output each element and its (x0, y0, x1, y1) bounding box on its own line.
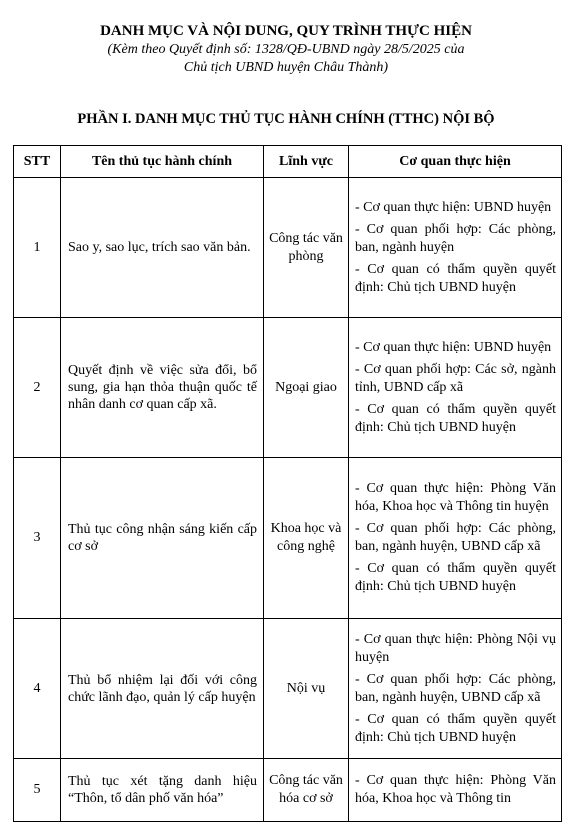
table-row (14, 619, 562, 759)
agency-line: - Cơ quan có thẩm quyền quyết định: Chủ tịch UBND huyện (355, 561, 556, 594)
cell-agencies (349, 458, 562, 619)
part-heading: PHẦN I. DANH MỤC THỦ TỤC HÀNH CHÍNH (TTHC) NỘI BỘ (77, 111, 495, 127)
cell-stt: 4 (14, 619, 61, 759)
agency-line: - Cơ quan phối hợp: Các sở, ngành tỉnh, UBND cấp xã (355, 361, 556, 395)
agency-line: - Cơ quan thực hiện: Phòng Nội vụ huyện (355, 631, 556, 665)
document-header (0, 22, 572, 77)
cell-agencies (349, 619, 562, 759)
document-subtitle-line1: (Kèm theo Quyết định số: 1328/QĐ-UBND ngày 28/5/2025 của (107, 42, 465, 57)
cell-agencies (349, 759, 562, 822)
cell-field: Công tác văn hóa cơ sở (264, 759, 349, 822)
column-header-stt: STT (14, 146, 61, 178)
agency-line: - Cơ quan có thẩm quyền quyết định: Chủ tịch UBND huyện (355, 711, 556, 745)
cell-procedure-name: Quyết định về việc sửa đổi, bổ sung, gia hạn thỏa thuận quốc tế nhân danh cơ quan cấp xã. (61, 318, 264, 458)
cell-procedure-name: Thủ tục công nhận sáng kiến cấp cơ sở (61, 458, 264, 619)
document-subtitle-line2: Chủ tịch UBND huyện Châu Thành) (183, 60, 389, 75)
table-row (14, 759, 562, 822)
cell-agencies (349, 318, 562, 458)
cell-stt: 1 (14, 178, 61, 318)
agency-line: - Cơ quan phối hợp: Các phòng, ban, ngành huyện, UBND cấp xã (355, 671, 556, 705)
cell-procedure-name: Thủ bổ nhiệm lại đối với công chức lãnh đạo, quản lý cấp huyện (61, 619, 264, 759)
document-title: DANH MỤC VÀ NỘI DUNG, QUY TRÌNH THỰC HIỆN (100, 23, 472, 39)
column-header-name: Tên thủ tục hành chính (61, 146, 264, 178)
table-row (14, 458, 562, 619)
table-header-row (14, 146, 562, 178)
agency-line: - Cơ quan phối hợp: Các phòng, ban, ngành huyện, UBND cấp xã (355, 521, 556, 554)
agency-line: - Cơ quan thực hiện: UBND huyện (355, 339, 552, 355)
cell-stt: 2 (14, 318, 61, 458)
cell-field: Nội vụ (264, 619, 349, 759)
cell-agencies (349, 178, 562, 318)
cell-procedure-name: Thủ tục xét tặng danh hiệu “Thôn, tổ dân phố văn hóa” (61, 759, 264, 822)
procedure-table (13, 145, 562, 822)
agency-line: - Cơ quan phối hợp: Các phòng, ban, ngành huyện (355, 221, 556, 255)
cell-stt: 3 (14, 458, 61, 619)
agency-line: - Cơ quan thực hiện: Phòng Văn hóa, Khoa học và Thông tin huyện (355, 481, 556, 514)
agency-line: - Cơ quan có thẩm quyền quyết định: Chủ tịch UBND huyện (355, 401, 556, 435)
cell-field: Công tác văn phòng (264, 178, 349, 318)
agency-line: - Cơ quan có thẩm quyền quyết định: Chủ tịch UBND huyện (355, 261, 556, 295)
agency-line: - Cơ quan thực hiện: UBND huyện (355, 199, 552, 215)
table-row (14, 318, 562, 458)
cell-procedure-name: Sao y, sao lục, trích sao văn bản. (61, 178, 264, 318)
cell-stt: 5 (14, 759, 61, 822)
cell-field: Khoa học và công nghệ (264, 458, 349, 619)
cell-field: Ngoại giao (264, 318, 349, 458)
table-row (14, 178, 562, 318)
agency-line: - Cơ quan thực hiện: Phòng Văn hóa, Khoa học và Thông tin (355, 773, 556, 806)
column-header-field: Lĩnh vực (264, 146, 349, 178)
column-header-agency: Cơ quan thực hiện (349, 146, 562, 178)
